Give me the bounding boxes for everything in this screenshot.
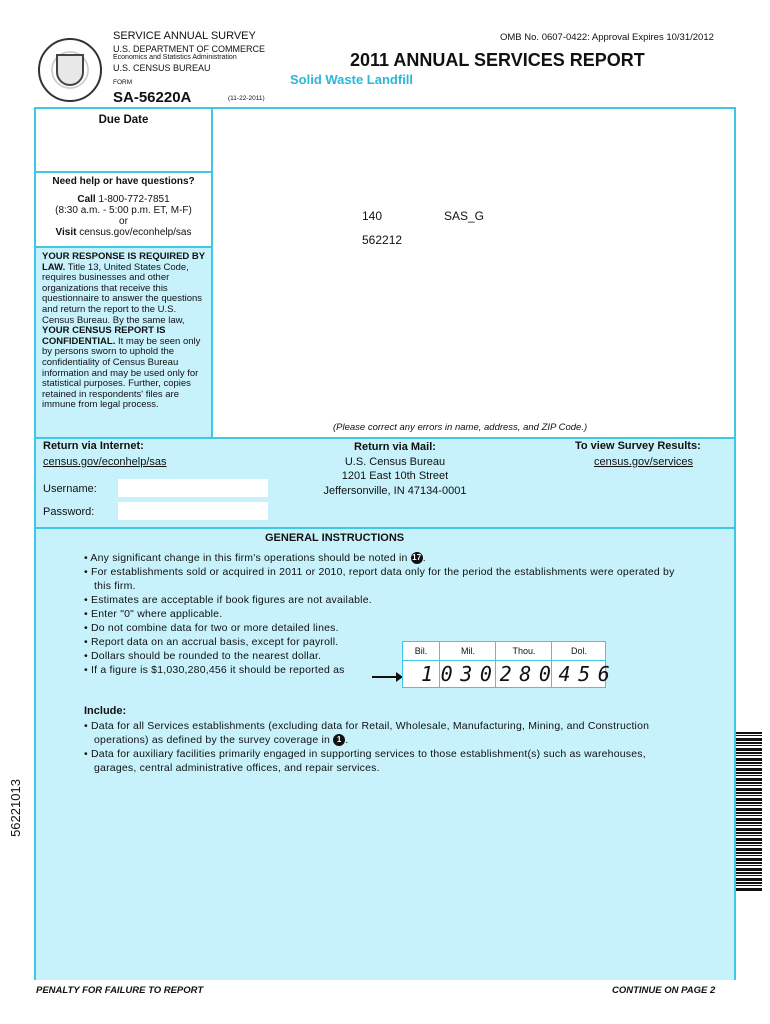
example-value: 1030280456 (421, 662, 618, 686)
item-1-ref-icon: 1 (333, 734, 345, 746)
instruction-item: • If a figure is $1,030,280,456 it should be reported as (84, 664, 345, 676)
legal-required: YOUR RESPONSE IS REQUIRED BY LAW. (42, 251, 205, 273)
username-input[interactable] (118, 479, 268, 497)
example-header-bil: Bil. (414, 646, 428, 656)
password-input[interactable] (118, 502, 268, 520)
legal-text-2: It may be seen only by persons sworn to uphold the confidentiality of Census Bureau information and may be used only for statistical purposes. Further, copies retained in respondents' files are immune from legal process. (42, 335, 201, 411)
bureau-name: U.S. CENSUS BUREAU (113, 63, 211, 73)
help-title: Need help or have questions? (52, 176, 195, 187)
form-number: SA-56220A (113, 89, 192, 106)
naics-code: 562212 (362, 233, 403, 247)
instruction-item: • Any significant change in this firm's operations should be noted in 17. (84, 552, 426, 564)
omb-number: OMB No. 0607-0422: Approval Expires 10/31/2012 (500, 32, 714, 43)
include-list (84, 719, 684, 775)
mail-title: Return via Mail: (354, 441, 436, 453)
legal-confidential: YOUR CENSUS REPORT IS CONFIDENTIAL. (42, 325, 166, 347)
call-label: Call (77, 194, 96, 205)
results-title: To view Survey Results: (575, 440, 701, 452)
due-date-label: Due Date (98, 114, 149, 126)
respondent-code: 140 (362, 209, 383, 223)
help-or: or (119, 216, 128, 227)
barcode-icon (736, 732, 762, 892)
report-subtitle: Solid Waste Landfill (290, 72, 414, 87)
instruction-item: • Enter "0" where applicable. (84, 608, 223, 620)
esa-name: Economics and Statistics Administration (113, 54, 237, 61)
instruction-item: • Report data on an accrual basis, except for payroll. (84, 636, 339, 648)
mail-address (290, 440, 500, 498)
report-title: 2011 ANNUAL SERVICES REPORT (350, 50, 645, 70)
phone-number[interactable]: 1-800-772-7851 (98, 194, 170, 205)
instructions-title: GENERAL INSTRUCTIONS (265, 532, 405, 544)
instruction-item: • Estimates are acceptable if book figures are not available. (84, 594, 372, 606)
survey-group-code: SAS_G (444, 209, 485, 223)
penalty-notice: PENALTY FOR FAILURE TO REPORT (36, 985, 204, 996)
legal-notice (34, 246, 213, 439)
dept-name: U.S. DEPARTMENT OF COMMERCE (113, 44, 266, 54)
legal-text-1: Title 13, United States Code, requires businesses and other organizations that receive this questionnaire to answer the questions and return the report to the U.S. Census Bureau. By the same law, (42, 261, 203, 326)
survey-name: SERVICE ANNUAL SURVEY (113, 30, 256, 42)
form-date: (11-22-2011) (228, 95, 265, 102)
help-hours: (8:30 a.m. - 5:00 p.m. ET, M-F) (55, 205, 192, 216)
internet-title: Return via Internet: (43, 440, 144, 452)
instruction-item: • Dollars should be rounded to the nearest dollar. (84, 650, 322, 662)
continue-notice: CONTINUE ON PAGE 2 (612, 985, 716, 996)
side-form-code: 56221013 (8, 779, 23, 837)
item-17-ref-icon: 17 (412, 553, 422, 563)
example-header-mil: Mil. (439, 642, 496, 660)
form-label: FORM (113, 79, 133, 86)
help-url[interactable]: census.gov/econhelp/sas (79, 227, 192, 238)
internet-url[interactable]: census.gov/econhelp/sas (43, 456, 167, 468)
example-header-thou: Thou. (495, 642, 552, 660)
mail-line-2: 1201 East 10th Street (341, 470, 449, 482)
mail-line-1: U.S. Census Bureau (344, 455, 446, 468)
example-figure-box (402, 641, 618, 688)
results-url[interactable]: census.gov/services (594, 456, 694, 468)
username-label: Username: (43, 483, 97, 495)
include-item: • Data for all Services establishments (excluding data for Retail, Wholesale, Manufacturing, Mining, and Construction operations) as defined by the survey coverage in 1 . (84, 720, 650, 746)
example-header-dol: Dol. (551, 642, 606, 660)
include-item: • Data for auxiliary facilities primarily engaged in supporting services to those establishment(s) such as warehouses, garages, central administrative offices, and repair services. (84, 748, 646, 774)
include-title: Include: (84, 705, 127, 717)
mail-line-3: Jeffersonville, IN 47134-0001 (323, 484, 467, 497)
visit-label: Visit (55, 227, 77, 238)
help-box (34, 171, 213, 248)
password-label: Password: (43, 506, 95, 518)
correction-note: (Please correct any errors in name, address, and ZIP Code.) (333, 422, 588, 433)
due-date-box (34, 107, 213, 173)
census-seal-icon (38, 38, 102, 102)
instruction-item: • For establishments sold or acquired in 2011 or 2010, report data only for the period the establishments were operated by this firm. (84, 566, 675, 592)
instruction-item: • Do not combine data for two or more detailed lines. (84, 622, 339, 634)
